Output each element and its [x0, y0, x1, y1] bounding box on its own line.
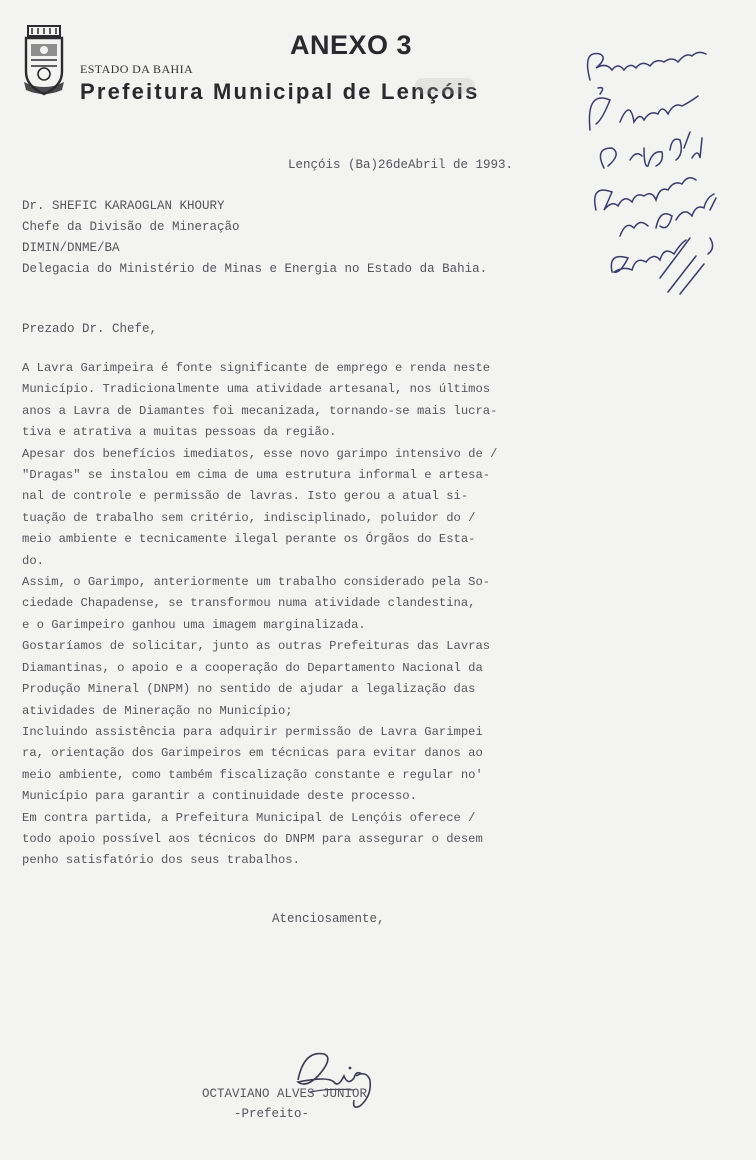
- body-line: e o Garimpeiro ganhou uma imagem marginalizada.: [22, 617, 366, 632]
- body-line: Apesar dos benefícios imediatos, esse novo garimpo intensivo de /: [22, 446, 498, 461]
- body-line: penho satisfatório dos seus trabalhos.: [22, 853, 300, 868]
- body-line: "Dragas" se instalou em cima de uma estrutura informal e artesa-: [22, 468, 491, 483]
- coat-of-arms-icon: [22, 24, 66, 100]
- recipient-line: Dr. SHEFIC KARAOGLAN KHOURY: [22, 199, 225, 213]
- handwritten-notes-icon: [560, 10, 745, 310]
- signatory-title: -Prefeito-: [234, 1107, 310, 1121]
- signatory-name: OCTAVIANO ALVES JUNIOR: [202, 1087, 368, 1101]
- state-label: ESTADO DA BAHIA: [80, 62, 194, 76]
- recipient-line: Delegacia do Ministério de Minas e Energia no Estado da Bahia.: [22, 262, 488, 276]
- body-line: A Lavra Garimpeira é fonte significante de emprego e renda neste: [22, 361, 491, 375]
- body-line: todo apoio possível aos técnicos do DNPM para assegurar o desem: [22, 831, 483, 846]
- body-line: ra, orientação dos Garimpeiros em técnicas para evitar danos ao: [22, 746, 483, 761]
- body-line: tiva e atrativa a muitas pessoas da região.: [22, 425, 337, 440]
- date-line: Lençóis (Ba)26deAbril de 1993.: [288, 158, 514, 172]
- body-line: Gostaríamos de solicitar, junto as outras Prefeituras das Lavras: [22, 639, 491, 654]
- body-line: tuação de trabalho sem critério, indisciplinado, poluidor do /: [22, 510, 476, 525]
- body-line: Em contra partida, a Prefeitura Municipal de Lençóis oferece /: [22, 810, 476, 825]
- body-line: nal de controle e permissão de lavras. Isto gerou a atual si-: [22, 489, 469, 504]
- body-line: Município para garantir a continuidade deste processo.: [22, 789, 417, 804]
- body-line: Produção Mineral (DNPM) no sentido de ajudar a legalização das: [22, 682, 476, 697]
- body-line: Diamantinas, o apoio e a cooperação do Departamento Nacional da: [22, 660, 483, 675]
- annex-title: ANEXO 3: [290, 30, 413, 60]
- ink-smudge: [415, 78, 475, 94]
- recipient-line: Chefe da Divisão de Mineração: [22, 220, 240, 234]
- body-line: Município. Tradicionalmente uma atividade artesanal, nos últimos: [22, 382, 491, 397]
- salutation: Prezado Dr. Chefe,: [22, 322, 158, 336]
- body-line: atividades de Mineração no Município;: [22, 703, 293, 718]
- recipient-line: DIMIN/DNME/BA: [22, 241, 120, 255]
- letter-body: [22, 358, 722, 872]
- body-line: ciedade Chapadense, se transformou numa atividade clandestina,: [22, 596, 476, 611]
- body-line: Incluindo assistência para adquirir permissão de Lavra Garimpei: [22, 724, 483, 739]
- recipient-block: [22, 196, 487, 280]
- body-line: anos a Lavra de Diamantes foi mecanizada, tornando-se mais lucra-: [22, 403, 498, 418]
- body-line: meio ambiente, como também fiscalização constante e regular no': [22, 767, 483, 782]
- body-line: Assim, o Garimpo, anteriormente um trabalho considerado pela So-: [22, 575, 491, 590]
- body-line: do.: [22, 553, 44, 568]
- municipality-name: Prefeitura Municipal de Lençóis: [80, 79, 480, 104]
- body-line: meio ambiente e tecnicamente ilegal perante os Órgãos do Esta-: [22, 532, 476, 547]
- closing: Atenciosamente,: [272, 912, 385, 926]
